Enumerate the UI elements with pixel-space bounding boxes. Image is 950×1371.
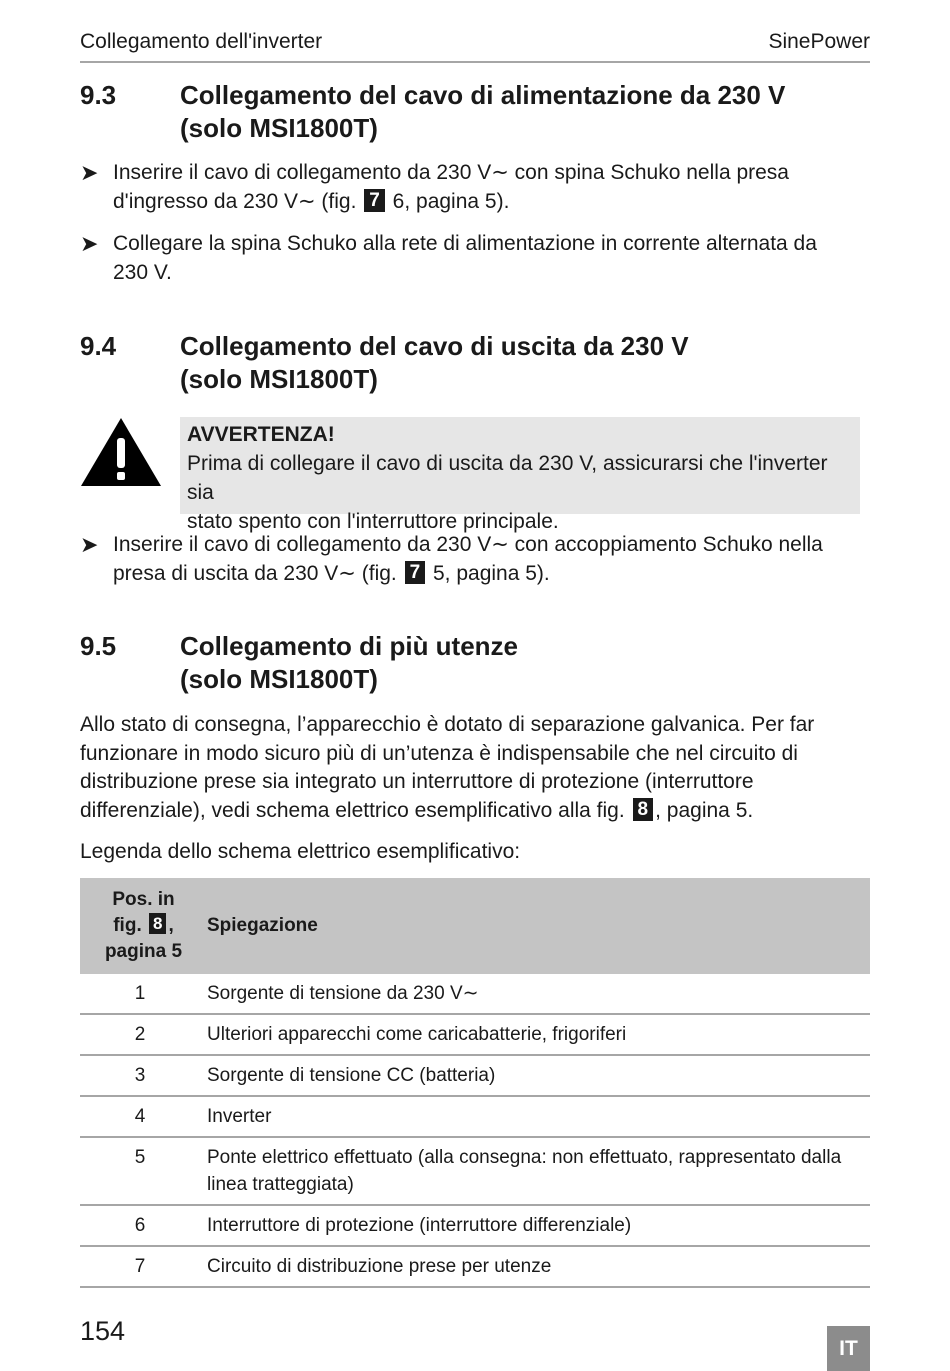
table-row bbox=[80, 1096, 870, 1137]
table-row bbox=[80, 1246, 870, 1287]
row-position: 2 bbox=[80, 1014, 207, 1055]
row-explanation: Sorgente di tensione CC (batteria) bbox=[207, 1055, 870, 1096]
figure-reference-badge: 8 bbox=[149, 913, 166, 934]
step-text-line: 230 V. bbox=[113, 260, 172, 284]
section-number: 9.5 bbox=[80, 631, 117, 661]
warning-text-line: stato spento con l'interruttore principale. bbox=[187, 510, 559, 533]
product-name: SinePower bbox=[768, 30, 870, 53]
row-explanation: Interruttore di protezione (interruttore differenziale) bbox=[207, 1205, 870, 1246]
section-title-line: (solo MSI1800T) bbox=[180, 664, 378, 694]
column-header-position: Pos. in fig. 8 , pagina 5 bbox=[80, 878, 207, 974]
paragraph-line: differenziale), vedi schema elettrico esemplificativo alla fig. 8 , pagina 5. bbox=[80, 798, 754, 822]
row-explanation: Inverter bbox=[207, 1096, 870, 1137]
table-row bbox=[80, 1205, 870, 1246]
step-text-line: d'ingresso da 230 V∼ (fig. 7 6, pagina 5). bbox=[113, 189, 510, 213]
step-arrow-icon: ➤ bbox=[80, 532, 99, 557]
paragraph-line: funzionare in modo sicuro più di un’utenza è indispensabile che nel circuito di bbox=[80, 741, 798, 765]
step-text-line: Inserire il cavo di collegamento da 230 V∼ con accoppiamento Schuko nella bbox=[113, 533, 823, 556]
row-position: 3 bbox=[80, 1055, 207, 1096]
table-header-row bbox=[80, 878, 870, 974]
row-explanation: Ulteriori apparecchi come caricabatterie, frigoriferi bbox=[207, 1014, 870, 1055]
warning-triangle-icon bbox=[80, 416, 162, 488]
figure-reference-badge: 8 bbox=[633, 798, 654, 821]
figure-reference-badge: 7 bbox=[364, 189, 385, 212]
section-title-line: Collegamento del cavo di uscita da 230 V bbox=[180, 331, 689, 361]
row-position: 7 bbox=[80, 1246, 207, 1287]
chapter-title: Collegamento dell'inverter bbox=[80, 30, 323, 53]
figure-reference-badge: 7 bbox=[405, 561, 426, 584]
legend-table bbox=[80, 878, 870, 1288]
step-arrow-icon: ➤ bbox=[80, 160, 99, 185]
row-position: 5 bbox=[80, 1137, 207, 1205]
running-header bbox=[80, 30, 870, 63]
warning-box bbox=[180, 417, 860, 533]
page-number: 154 bbox=[80, 1316, 126, 1346]
section-title-line: (solo MSI1800T) bbox=[180, 364, 378, 394]
table-row bbox=[80, 1014, 870, 1055]
language-tab: IT bbox=[827, 1326, 870, 1371]
step-arrow-icon: ➤ bbox=[80, 231, 99, 256]
section-title-line: Collegamento di più utenze bbox=[180, 631, 519, 661]
step-text-line: Inserire il cavo di collegamento da 230 V∼ con spina Schuko nella presa bbox=[113, 161, 789, 184]
paragraph-line: distribuzione prese sia integrato un interruttore di protezione (interruttore bbox=[80, 770, 754, 793]
body-paragraph bbox=[80, 711, 870, 825]
row-explanation: Circuito di distribuzione prese per utenze bbox=[207, 1246, 870, 1287]
warning-title: AVVERTENZA! bbox=[187, 423, 335, 446]
section-number: 9.3 bbox=[80, 80, 117, 110]
row-position: 4 bbox=[80, 1096, 207, 1137]
row-explanation: Sorgente di tensione da 230 V∼ bbox=[207, 974, 870, 1014]
row-position: 1 bbox=[80, 974, 207, 1014]
table-row bbox=[80, 1055, 870, 1096]
warning-text-line: Prima di collegare il cavo di uscita da 230 V, assicurarsi che l'inverter sia bbox=[187, 452, 828, 504]
paragraph-line: Allo stato di consegna, l’apparecchio è dotato di separazione galvanica. Per far bbox=[80, 713, 815, 736]
step-text-line: Collegare la spina Schuko alla rete di alimentazione in corrente alternata da bbox=[113, 232, 817, 255]
table-row bbox=[80, 1137, 870, 1205]
legend-intro: Legenda dello schema elettrico esemplificativo: bbox=[80, 840, 521, 863]
row-position: 6 bbox=[80, 1205, 207, 1246]
step-text-line: presa di uscita da 230 V∼ (fig. 7 5, pagina 5). bbox=[113, 561, 550, 585]
row-explanation: Ponte elettrico effettuato (alla consegna: non effettuato, rappresentato dalla linea tratteggiata) bbox=[207, 1137, 870, 1205]
column-header-explanation: Spiegazione bbox=[207, 878, 870, 974]
table-row bbox=[80, 974, 870, 1014]
section-number: 9.4 bbox=[80, 331, 117, 361]
section-title-line: Collegamento del cavo di alimentazione da 230 V bbox=[180, 80, 786, 110]
section-title-line: (solo MSI1800T) bbox=[180, 113, 378, 143]
